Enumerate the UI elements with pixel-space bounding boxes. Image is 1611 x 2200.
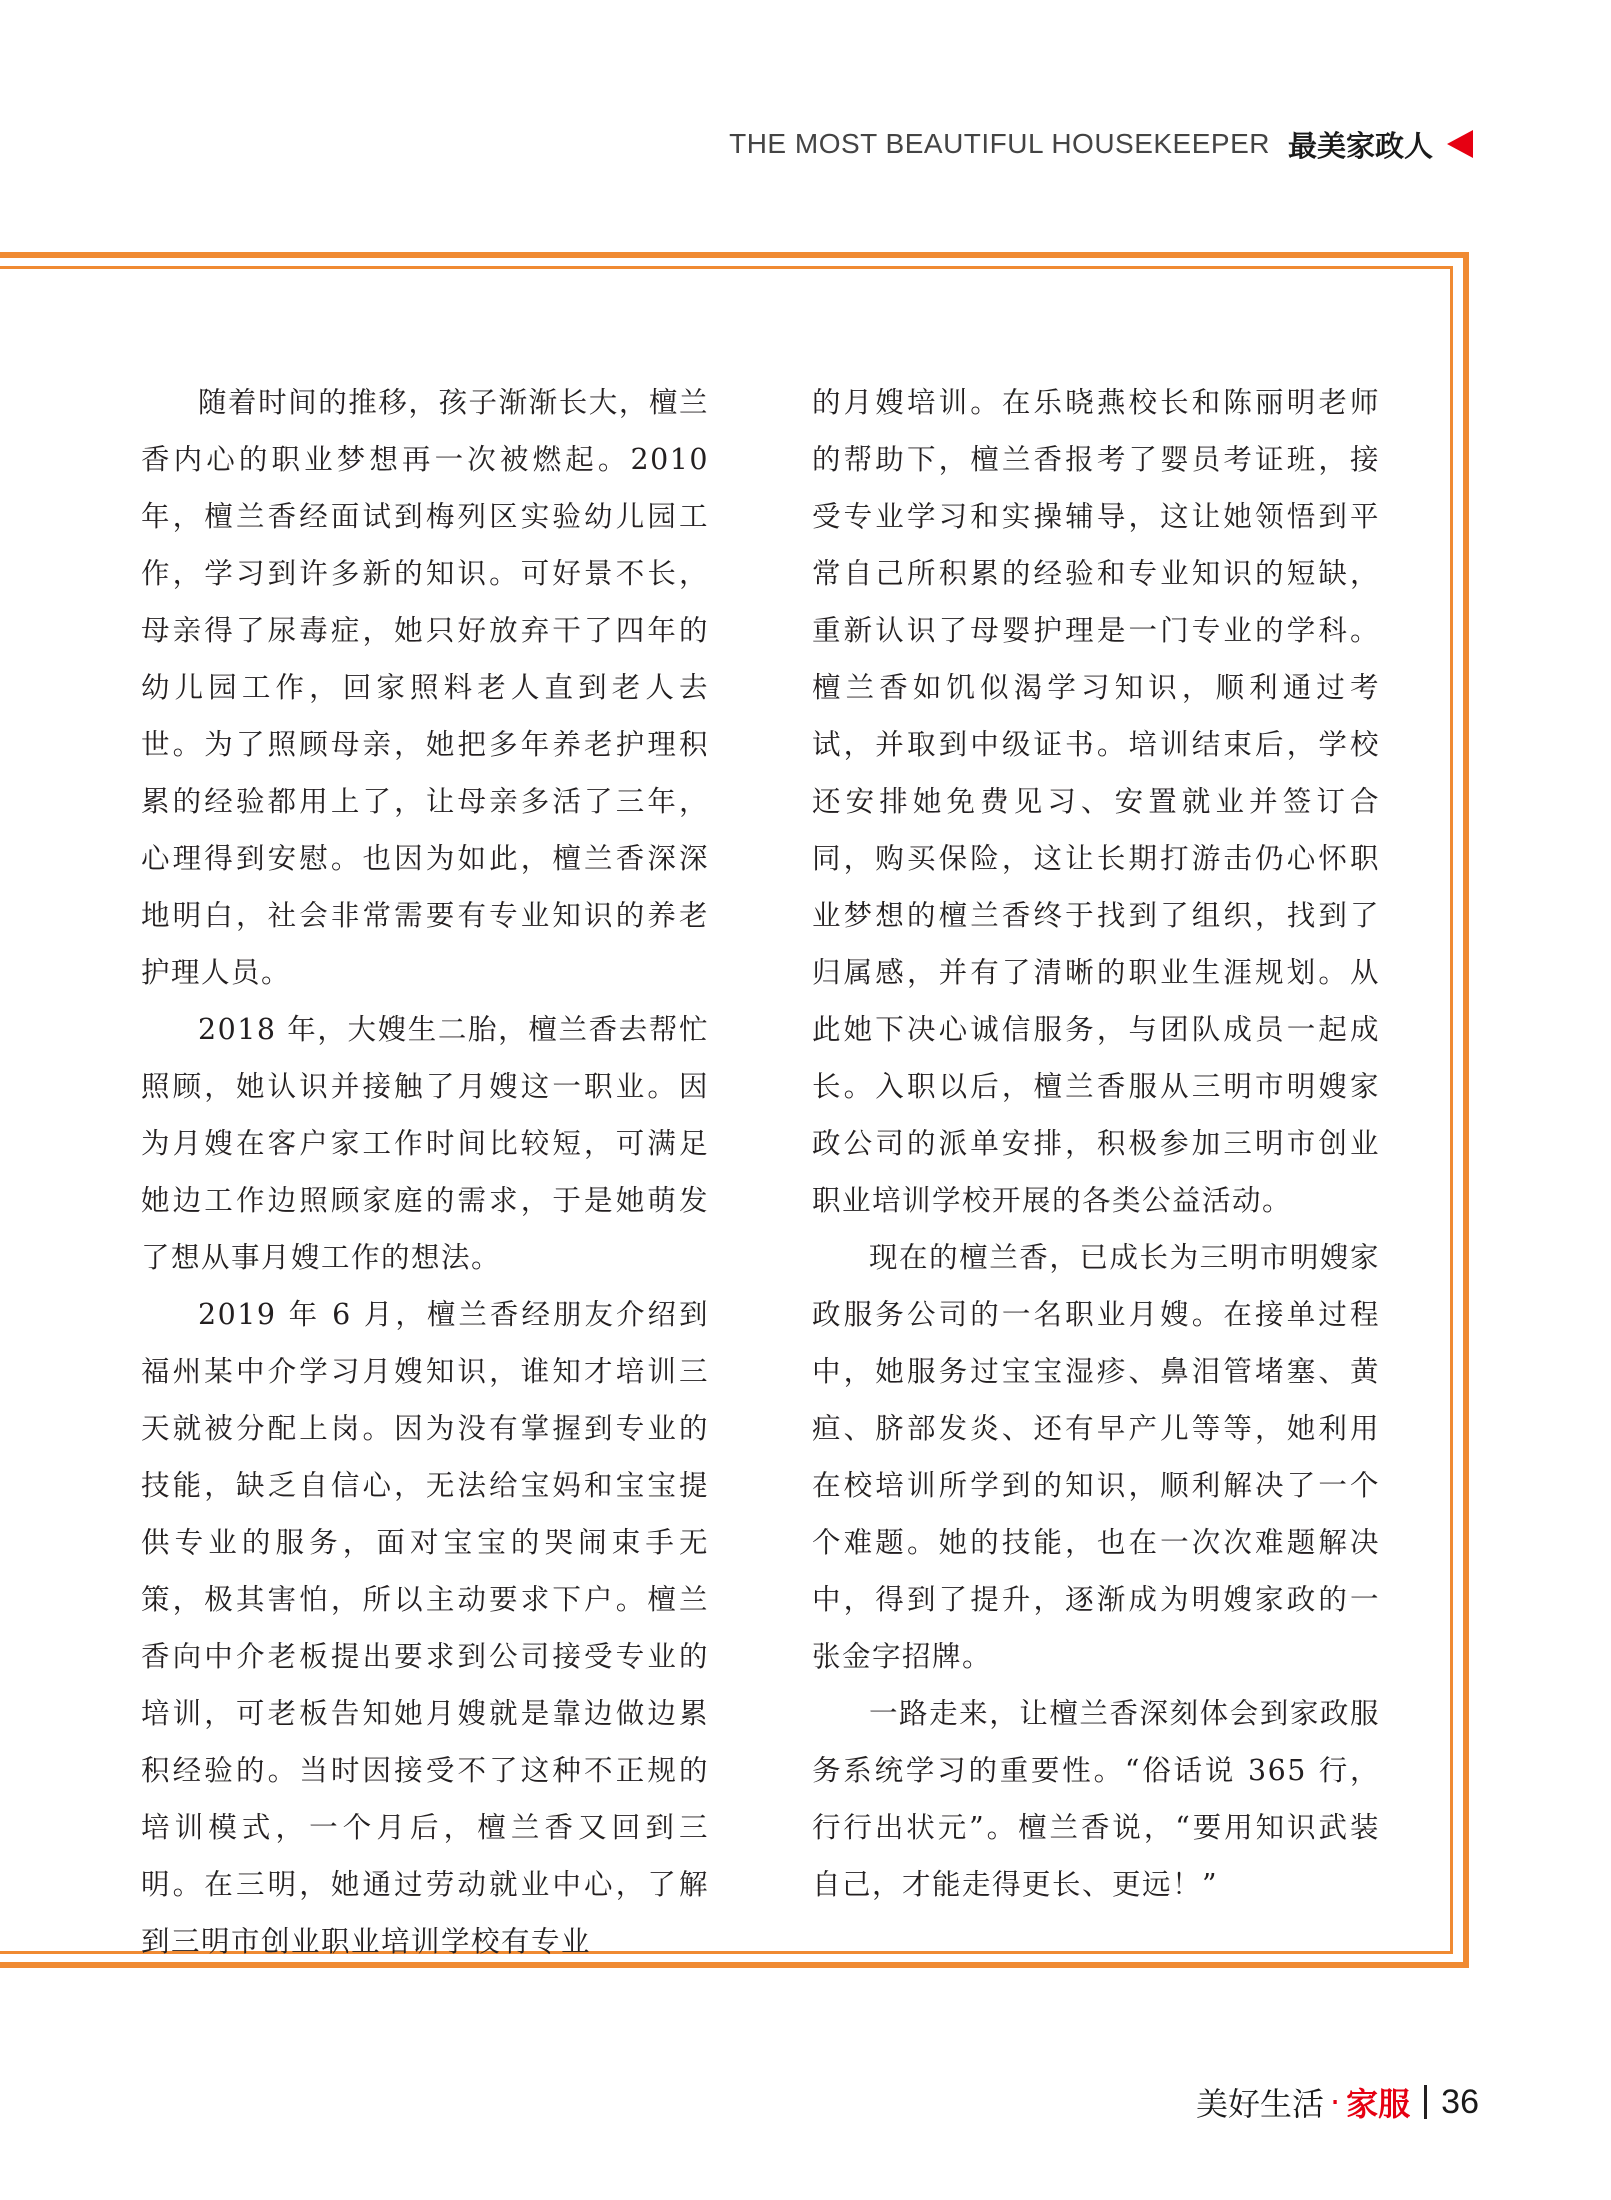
article-paragraph-continued: 的月嫂培训。在乐晓燕校长和陈丽明老师的帮助下，檀兰香报考了婴员考证班，接受专业学习和实操辅导，这让她领悟到平常自己所积累的经验和专业知识的短缺，重新认识了母婴护理是一门专业的学科。檀兰香如饥似渴学习知识，顺利通过考试，并取到中级证书。培训结束后，学校还安排她免费见习、安置就业并签订合同，购买保险，这让长期打游击仍心怀职业梦想的檀兰香终于找到了组织，找到了归属感，并有了清晰的职业生涯规划。从此她下决心诚信服务，与团队成员一起成长。入职以后，檀兰香服从三明市明嫂家政公司的派单安排，积极参加三明市创业职业培训学校开展的各类公益活动。 xyxy=(812,386,1380,1217)
red-arrow-icon xyxy=(1447,130,1473,158)
article-paragraph: 随着时间的推移，孩子渐渐长大，檀兰香内心的职业梦想再一次被燃起。2010 年，檀兰香经面试到梅列区实验幼儿园工作，学习到许多新的知识。可好景不长，母亲得了尿毒症，她只好放弃干了四年的幼儿园工作，回家照料老人直到老人去世。为了照顾母亲，她把多年养老护理积累的经验都用上了，让母亲多活了三年，心理得到安慰。也因为如此，檀兰香深深地明白，社会非常需要有专业知识的养老护理人员。 xyxy=(141,386,709,989)
article-paragraph: 2018 年，大嫂生二胎，檀兰香去帮忙照顾，她认识并接触了月嫂这一职业。因为月嫂在客户家工作时间比较短，可满足她边工作边照顾家庭的需求，于是她萌发了想从事月嫂工作的想法。 xyxy=(141,1013,709,1274)
footer-dot: · xyxy=(1329,2083,1341,2121)
article-paragraph: 现在的檀兰香，已成长为三明市明嫂家政服务公司的一名职业月嫂。在接单过程中，她服务过宝宝湿疹、鼻泪管堵塞、黄疸、脐部发炎、还有早产儿等等，她利用在校培训所学到的知识，顺利解决了一个个难题。她的技能，也在一次次难题解决中，得到了提升，逐渐成为明嫂家政的一张金字招牌。 xyxy=(812,1241,1380,1673)
footer-divider xyxy=(1424,2085,1427,2119)
article-column-right xyxy=(812,374,1380,1913)
header-chinese-title: 最美家政人 xyxy=(1287,128,1433,163)
page-footer xyxy=(1196,2080,1479,2124)
article-paragraph: 2019 年 6 月，檀兰香经朋友介绍到福州某中介学习月嫂知识，谁知才培训三天就被分配上岗。因为没有掌握到专业的技能，缺乏自信心，无法给宝妈和宝宝提供专业的服务，面对宝宝的哭闹束手无策，极其害怕，所以主动要求下户。檀兰香向中介老板提出要求到公司接受专业的培训，可老板告知她月嫂就是靠边做边累积经验的。当时因接受不了这种不正规的培训模式，一个月后，檀兰香又回到三明。在三明，她通过劳动就业中心，了解到三明市创业职业培训学校有专业 xyxy=(141,1298,709,1958)
article-paragraph: 一路走来，让檀兰香深刻体会到家政服务系统学习的重要性。“俗话说 365 行，行行出状元”。檀兰香说，“要用知识武装自己，才能走得更长、更远！” xyxy=(812,1697,1380,1901)
header-english-title: THE MOST BEAUTIFUL HOUSEKEEPER xyxy=(729,128,1270,159)
article-column-left xyxy=(141,374,709,1970)
section-name: 家服 xyxy=(1346,2085,1411,2123)
publication-name: 美好生活 xyxy=(1195,2085,1324,2123)
page-number: 36 xyxy=(1441,2082,1479,2121)
running-header xyxy=(729,124,1473,164)
